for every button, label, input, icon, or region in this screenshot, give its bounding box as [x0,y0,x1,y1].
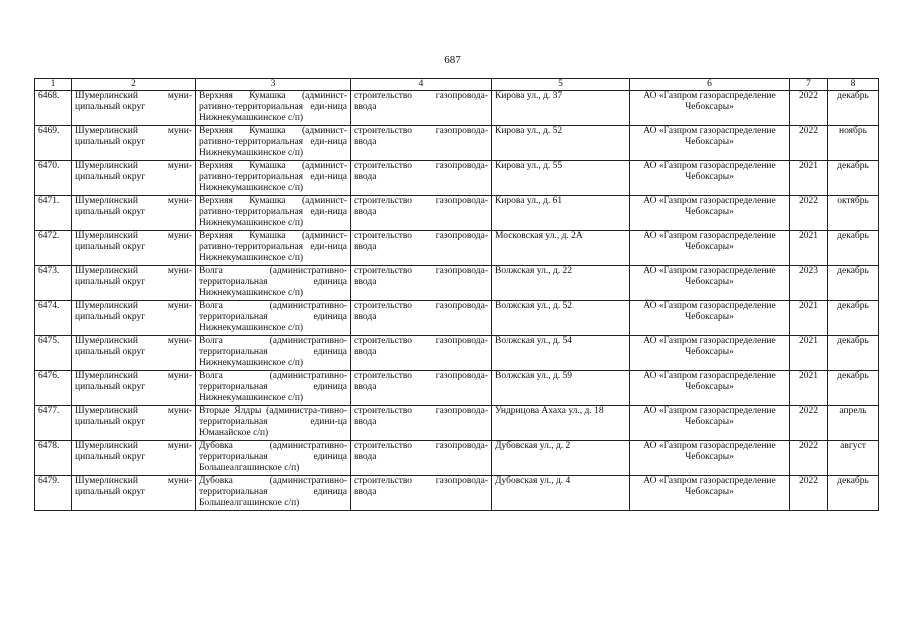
year-cell: 2021 [790,336,828,371]
municipal-district-cell: Шумерлинский муни-ципальный округ [72,371,196,406]
month-cell: декабрь [828,336,879,371]
municipal-district-cell: Шумерлинский муни-ципальный округ [72,441,196,476]
row-number-cell: 6468. [35,91,72,126]
column-header: 7 [790,79,828,91]
month-cell: декабрь [828,371,879,406]
address-cell: Волжская ул., д. 22 [492,266,630,301]
row-number-cell: 6471. [35,196,72,231]
work-type-cell: строительство газопровода-ввода [351,406,492,441]
organization-cell: АО «Газпром газораспределение Чебоксары» [630,336,790,371]
year-cell: 2021 [790,231,828,266]
settlement-name-cell: Верхняя Кумашка (админист-ративно-территориальная еди-ница Нижнекумашкинское с/п) [196,91,351,126]
work-type-cell: строительство газопровода-ввода [351,336,492,371]
table-row [35,161,879,196]
table-row [35,406,879,441]
month-cell: декабрь [828,161,879,196]
row-number-cell: 6470. [35,161,72,196]
row-number-cell: 6473. [35,266,72,301]
work-type-cell: строительство газопровода-ввода [351,476,492,511]
row-number-cell: 6472. [35,231,72,266]
row-number-cell: 6476. [35,371,72,406]
work-type-cell: строительство газопровода-ввода [351,266,492,301]
address-cell: Волжская ул., д. 52 [492,301,630,336]
work-type-cell: строительство газопровода-ввода [351,91,492,126]
row-number-cell: 6469. [35,126,72,161]
municipal-district-cell: Шумерлинский муни-ципальный округ [72,231,196,266]
settlement-name-cell: Верхняя Кумашка (админист-ративно-территориальная еди-ница Нижнекумашкинское с/п) [196,231,351,266]
settlement-name-cell: Вторые Ялдры (администра-тивно-территориальная едини-ца Юманайское с/п) [196,406,351,441]
address-cell: Волжская ул., д. 59 [492,371,630,406]
column-header: 2 [72,79,196,91]
municipal-district-cell: Шумерлинский муни-ципальный округ [72,301,196,336]
column-header: 4 [351,79,492,91]
address-cell: Кирова ул., д. 37 [492,91,630,126]
table-row [35,91,879,126]
organization-cell: АО «Газпром газораспределение Чебоксары» [630,441,790,476]
organization-cell: АО «Газпром газораспределение Чебоксары» [630,126,790,161]
month-cell: август [828,441,879,476]
month-cell: декабрь [828,301,879,336]
municipal-district-cell: Шумерлинский муни-ципальный округ [72,336,196,371]
settlement-name-cell: Верхняя Кумашка (админист-ративно-территориальная еди-ница Нижнекумашкинское с/п) [196,196,351,231]
column-header: 3 [196,79,351,91]
organization-cell: АО «Газпром газораспределение Чебоксары» [630,196,790,231]
year-cell: 2023 [790,266,828,301]
address-cell: Волжская ул., д. 54 [492,336,630,371]
address-cell: Дубовская ул., д. 2 [492,441,630,476]
work-type-cell: строительство газопровода-ввода [351,301,492,336]
settlement-name-cell: Волга (административно-территориальная единица Нижнекумашкинское с/п) [196,371,351,406]
settlement-name-cell: Верхняя Кумашка (админист-ративно-территориальная еди-ница Нижнекумашкинское с/п) [196,126,351,161]
municipal-district-cell: Шумерлинский муни-ципальный округ [72,126,196,161]
settlement-name-cell: Дубовка (административно-территориальная единица Большеалгашинское с/п) [196,441,351,476]
column-header: 8 [828,79,879,91]
address-cell: Кирова ул., д. 52 [492,126,630,161]
month-cell: октябрь [828,196,879,231]
header-row [35,79,879,91]
organization-cell: АО «Газпром газораспределение Чебоксары» [630,161,790,196]
organization-cell: АО «Газпром газораспределение Чебоксары» [630,406,790,441]
page-number: 687 [444,54,461,66]
settlement-name-cell: Верхняя Кумашка (админист-ративно-территориальная еди-ница Нижнекумашкинское с/п) [196,161,351,196]
organization-cell: АО «Газпром газораспределение Чебоксары» [630,266,790,301]
work-type-cell: строительство газопровода-ввода [351,126,492,161]
year-cell: 2021 [790,301,828,336]
month-cell: декабрь [828,91,879,126]
year-cell: 2022 [790,441,828,476]
settlement-name-cell: Волга (административно-территориальная единица Нижнекумашкинское с/п) [196,266,351,301]
column-header: 5 [492,79,630,91]
work-type-cell: строительство газопровода-ввода [351,441,492,476]
row-number-cell: 6474. [35,301,72,336]
year-cell: 2022 [790,476,828,511]
address-cell: Кирова ул., д. 55 [492,161,630,196]
column-header: 1 [35,79,72,91]
settlement-name-cell: Дубовка (административно-территориальная единица Большеалгашинское с/п) [196,476,351,511]
work-type-cell: строительство газопровода-ввода [351,161,492,196]
organization-cell: АО «Газпром газораспределение Чебоксары» [630,91,790,126]
address-cell: Московская ул., д. 2А [492,231,630,266]
municipal-district-cell: Шумерлинский муни-ципальный округ [72,266,196,301]
year-cell: 2021 [790,161,828,196]
month-cell: апрель [828,406,879,441]
month-cell: декабрь [828,476,879,511]
work-type-cell: строительство газопровода-ввода [351,196,492,231]
table-row [35,441,879,476]
settlement-name-cell: Волга (административно-территориальная единица Нижнекумашкинское с/п) [196,301,351,336]
municipal-district-cell: Шумерлинский муни-ципальный округ [72,161,196,196]
table-row [35,336,879,371]
municipal-district-cell: Шумерлинский муни-ципальный округ [72,196,196,231]
address-cell: Дубовская ул., д. 4 [492,476,630,511]
address-cell: Кирова ул., д. 61 [492,196,630,231]
table-row [35,266,879,301]
row-number-cell: 6475. [35,336,72,371]
work-type-cell: строительство газопровода-ввода [351,231,492,266]
organization-cell: АО «Газпром газораспределение Чебоксары» [630,371,790,406]
table-body [35,91,879,511]
table-row [35,196,879,231]
organization-cell: АО «Газпром газораспределение Чебоксары» [630,301,790,336]
municipal-district-cell: Шумерлинский муни-ципальный округ [72,476,196,511]
organization-cell: АО «Газпром газораспределение Чебоксары» [630,231,790,266]
work-type-cell: строительство газопровода-ввода [351,371,492,406]
column-header: 6 [630,79,790,91]
municipal-district-cell: Шумерлинский муни-ципальный округ [72,91,196,126]
table-row [35,126,879,161]
year-cell: 2022 [790,196,828,231]
month-cell: декабрь [828,231,879,266]
year-cell: 2022 [790,91,828,126]
table-row [35,301,879,336]
year-cell: 2022 [790,126,828,161]
table-row [35,231,879,266]
row-number-cell: 6479. [35,476,72,511]
municipal-district-cell: Шумерлинский муни-ципальный округ [72,406,196,441]
month-cell: декабрь [828,266,879,301]
organization-cell: АО «Газпром газораспределение Чебоксары» [630,476,790,511]
row-number-cell: 6478. [35,441,72,476]
month-cell: ноябрь [828,126,879,161]
year-cell: 2021 [790,371,828,406]
table-row [35,476,879,511]
row-number-cell: 6477. [35,406,72,441]
settlement-name-cell: Волга (административно-территориальная единица Нижнекумашкинское с/п) [196,336,351,371]
address-cell: Ундрицова Ахаха ул., д. 18 [492,406,630,441]
table-row [35,371,879,406]
year-cell: 2022 [790,406,828,441]
registry-table [34,78,879,511]
